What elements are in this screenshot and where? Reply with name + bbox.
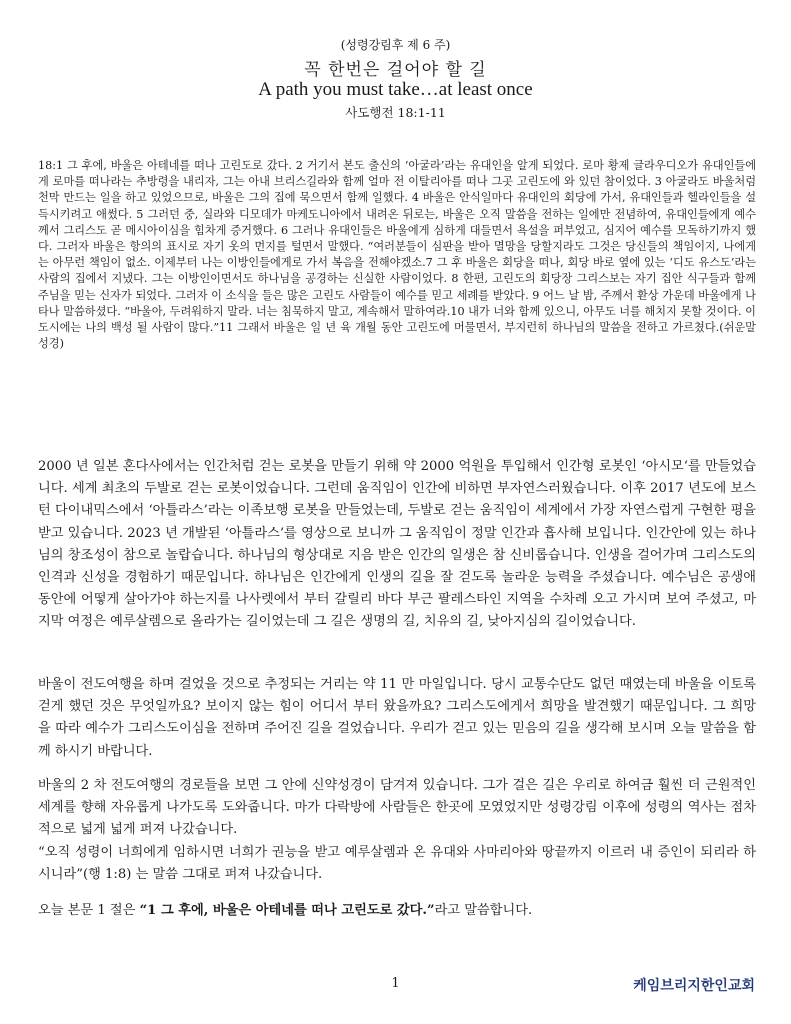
english-title: A path you must take…at least once (258, 79, 533, 100)
closing-sentence (38, 900, 756, 922)
sermon-paragraph-3 (38, 775, 756, 886)
sermon-paragraph-3-text: 바울의 2 차 전도여행의 경로들을 보면 그 안에 신약성경이 담겨져 있습니다. 그가 걸은 길은 우리로 하여금 훨씬 더 근원적인 세계를 향해 자유롭게 나가도록 도와줍니다. 마가 다락방에 사람들은 한곳에 모였었지만 성령강림 이후에 성령의 역사는 점차적으로 넓게 넓게 퍼져 나갔습니다. (38, 778, 757, 838)
series-label: (성령강림후 제 6 주) (340, 38, 451, 52)
sermon-paragraph-1: 2000 년 일본 혼다사에서는 인간처럼 걷는 로봇을 만들기 위해 약 2000 억원을 투입해서 인간형 로봇인 ‘아시모‘를 만들었습니다. 세계 최초의 두발로 걷는 로봇이었습니다. 그런데 움직임이 인간에 비하면 부자연스러웠습니다. 이후 2017 년도에 보스턴 다이내믹스에서 ‘아틀라스’라는 이족보행 로봇을 만들었는데, 두발로 걷는 움직임이 세계에서 가장 자연스럽게 구현한 평을 받고 있습니다. 2023 년 개발된 ‘아틀라스’를 영상으로 보니까 그 움직임이 정말 인간과 흡사해 보입니다. 인간안에 있는 하나님의 창조성이 참으로 놀랍습니다. 하나님의 형상대로 지음 받은 인간의 일생은 참 신비롭습니다. 인생을 걸어가며 그리스도의 인격과 신성을 경험하기 때문입니다. 하나님은 인간에게 인생의 길을 잘 걷도록 놀라운 능력을 주셨습니다. 예수님은 공생애 동안에 어떻게 살아가야 하는지를 나사렛에서 부터 갈릴리 바다 부근 팔레스타인 지역을 수차례 오고 가시며 보여 주셨고, 마지막 여정은 예루살렘으로 올라가는 길이었는데 그 길은 생명의 길, 치유의 길, 낮아지심의 길이었습니다. (38, 459, 756, 630)
sermon-paragraph-2: 바울이 전도여행을 하며 걸었을 것으로 추정되는 거리는 약 11 만 마일입니다. 당시 교통수단도 없던 때였는데 바울을 이토록 걷게 했던 것은 무엇일까요? 보이지 않는 힘이 어디서 부터 왔을까요? 그리스도에게서 희망을 발견했기 때문입니다. 그 희망을 따라 예수가 그리스도이심을 전하며 주어진 길을 걸었습니다. 우리가 걷고 있는 믿음의 길을 생각해 보시며 오늘 말씀을 함께 하시기 바랍니다. (38, 677, 756, 759)
closing-prefix: 오늘 본문 1 절은 (38, 903, 140, 918)
acts-quote: “오직 성령이 너희에게 임하시면 너희가 권능을 받고 예루살렘과 온 유대와 사마리아와 땅끝까지 이르러 내 증인이 되리라 하시니라”(행 1:8) 는 말씀 그대로 퍼져 나갔습니다. (38, 844, 756, 882)
closing-quote: “1 그 후에, 바울은 아테네를 떠나 고린도로 갔다.” (139, 903, 435, 918)
closing-suffix: 라고 말씀합니다. (434, 903, 533, 918)
scripture-reference: 사도행전 18:1-11 (345, 105, 446, 120)
korean-title: 꼭 한번은 걸어야 할 길 (304, 60, 487, 80)
scripture-passage: 18:1 그 후에, 바울은 아테네를 떠나 고린도로 갔다. 2 거기서 본도 출신의 ‘아굴라’라는 유대인을 알게 되었다. 로마 황제 글라우디오가 유대인들에게 로마를 떠나라는 추방령을 내리자, 그는 아내 브리스길라와 함께 얼마 전 이탈리아를 떠나 그곳 고린도에 와 있던 참이었다. 3 아굴라도 바울처럼 천막 만드는 일을 하고 있었으므로, 바울은 그의 집에 묵으면서 함께 일했다. 4 바울은 안식일마다 유대인의 회당에 가서, 유대인들과 헬라인들을 설득시키려고 애썼다. 5 그러던 중, 실라와 디모데가 마케도니아에서 내려온 뒤로는, 바울은 오직 말씀을 전하는 일에만 전념하여, 유대인들에게 예수께서 그리스도 곧 메시아이심을 힘차게 증거했다. 6 그러나 유대인들은 바울에게 심하게 대들면서 욕설을 퍼부었고, 심지어 예수를 모독하기까지 했다. 그러자 바울은 항의의 표시로 자기 옷의 먼지를 털면서 말했다. “여러분들이 심판을 받아 멸망을 당할지라도 그것은 당신들의 책임이지, 나에게는 아무런 책임이 없소. 이제부터 나는 이방인들에게로 가서 복음을 전해야겠소.7 그 후 바울은 회당을 떠나, 회당 바로 옆에 있는 ‘디도 유스도’라는 사람의 집에서 지냈다. 그는 이방인이면서도 하나님을 공경하는 신실한 사람이었다. 8 한편, 고린도의 회당장 그리스보는 자기 집안 식구들과 함께 주님을 믿는 신자가 되었다. 그러자 이 소식을 들은 많은 고린도 사람들이 예수를 믿고 세례를 받았다. 9 어느 날 밤, 주께서 환상 가운데 바울에게 나타나 말씀하셨다. “바울아, 두려워하지 말라. 너는 침묵하지 말고, 계속해서 말하여라.10 내가 너와 함께 있으니, 아무도 너를 해치지 못할 것이다. 이 도시에는 나의 백성 될 사람이 많다.”11 그래서 바울은 일 년 육 개월 동안 고린도에 머물면서, 부지런히 하나님의 말씀을 전하고 가르쳤다.(쉬운말 성경) (38, 159, 757, 351)
page-number: 1 (391, 976, 400, 991)
church-name: 케임브리지한인교회 (633, 978, 755, 994)
